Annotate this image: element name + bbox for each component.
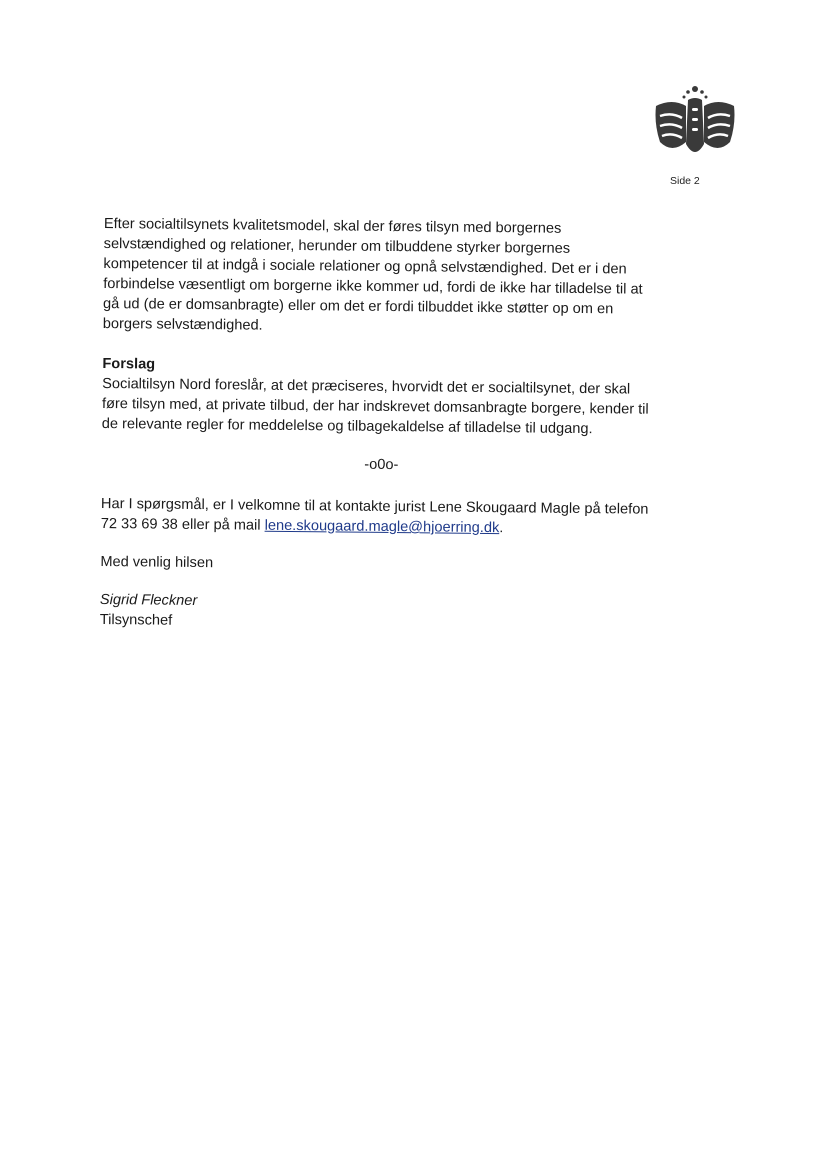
section-separator: -o0o- xyxy=(364,456,399,474)
closing-greeting: Med venlig hilsen xyxy=(100,553,214,572)
proposal-paragraph xyxy=(102,374,663,440)
intro-line: selvstændighed og relationer, herunder om tilbuddene styrker borgernes xyxy=(103,235,571,257)
intro-line: Efter socialtilsynets kvalitetsmodel, skal der føres tilsyn med borgernes xyxy=(103,215,562,237)
contact-line-2-suffix: . xyxy=(499,520,504,537)
proposal-line: føre tilsyn med, at private tilbud, der har indskrevet domsanbragte borgere, kender til xyxy=(101,395,649,418)
municipality-logo-icon xyxy=(650,84,740,164)
contact-line-2-prefix: 72 33 69 38 eller på mail xyxy=(100,515,265,534)
email-link[interactable]: lene.skougaard.magle@hjoerring.dk xyxy=(264,517,500,537)
intro-paragraph xyxy=(103,214,664,340)
intro-line: borgers selvstændighed. xyxy=(102,315,263,334)
signer-name: Sigrid Fleckner xyxy=(99,591,198,609)
contact-paragraph xyxy=(101,494,661,540)
proposal-line: de relevante regler for meddelelse og tilbagekaldelse af tilladelse til udgang. xyxy=(101,415,593,438)
signer-title: Tilsynschef xyxy=(99,611,173,629)
proposal-heading: Forslag xyxy=(102,355,156,373)
page-number: Side 2 xyxy=(670,175,700,187)
proposal-line: Socialtilsyn Nord foreslår, at det præciseres, hvorvidt det er socialtilsynet, der skal xyxy=(102,375,631,398)
intro-line: gå ud (de er domsanbragte) eller om det er fordi tilbuddet ikke støtter op om en xyxy=(102,295,614,318)
intro-line: forbindelse væsentligt om borgerne ikke kommer ud, fordi de ikke har tilladelse til at xyxy=(103,275,643,298)
contact-line-1: Har I spørgsmål, er I velkomne til at kontakte jurist Lene Skougaard Magle på telefon xyxy=(100,495,649,518)
intro-line: kompetencer til at indgå i sociale relationer og opnå selvstændighed. Det er i den xyxy=(103,255,627,278)
letter-body xyxy=(100,214,664,636)
